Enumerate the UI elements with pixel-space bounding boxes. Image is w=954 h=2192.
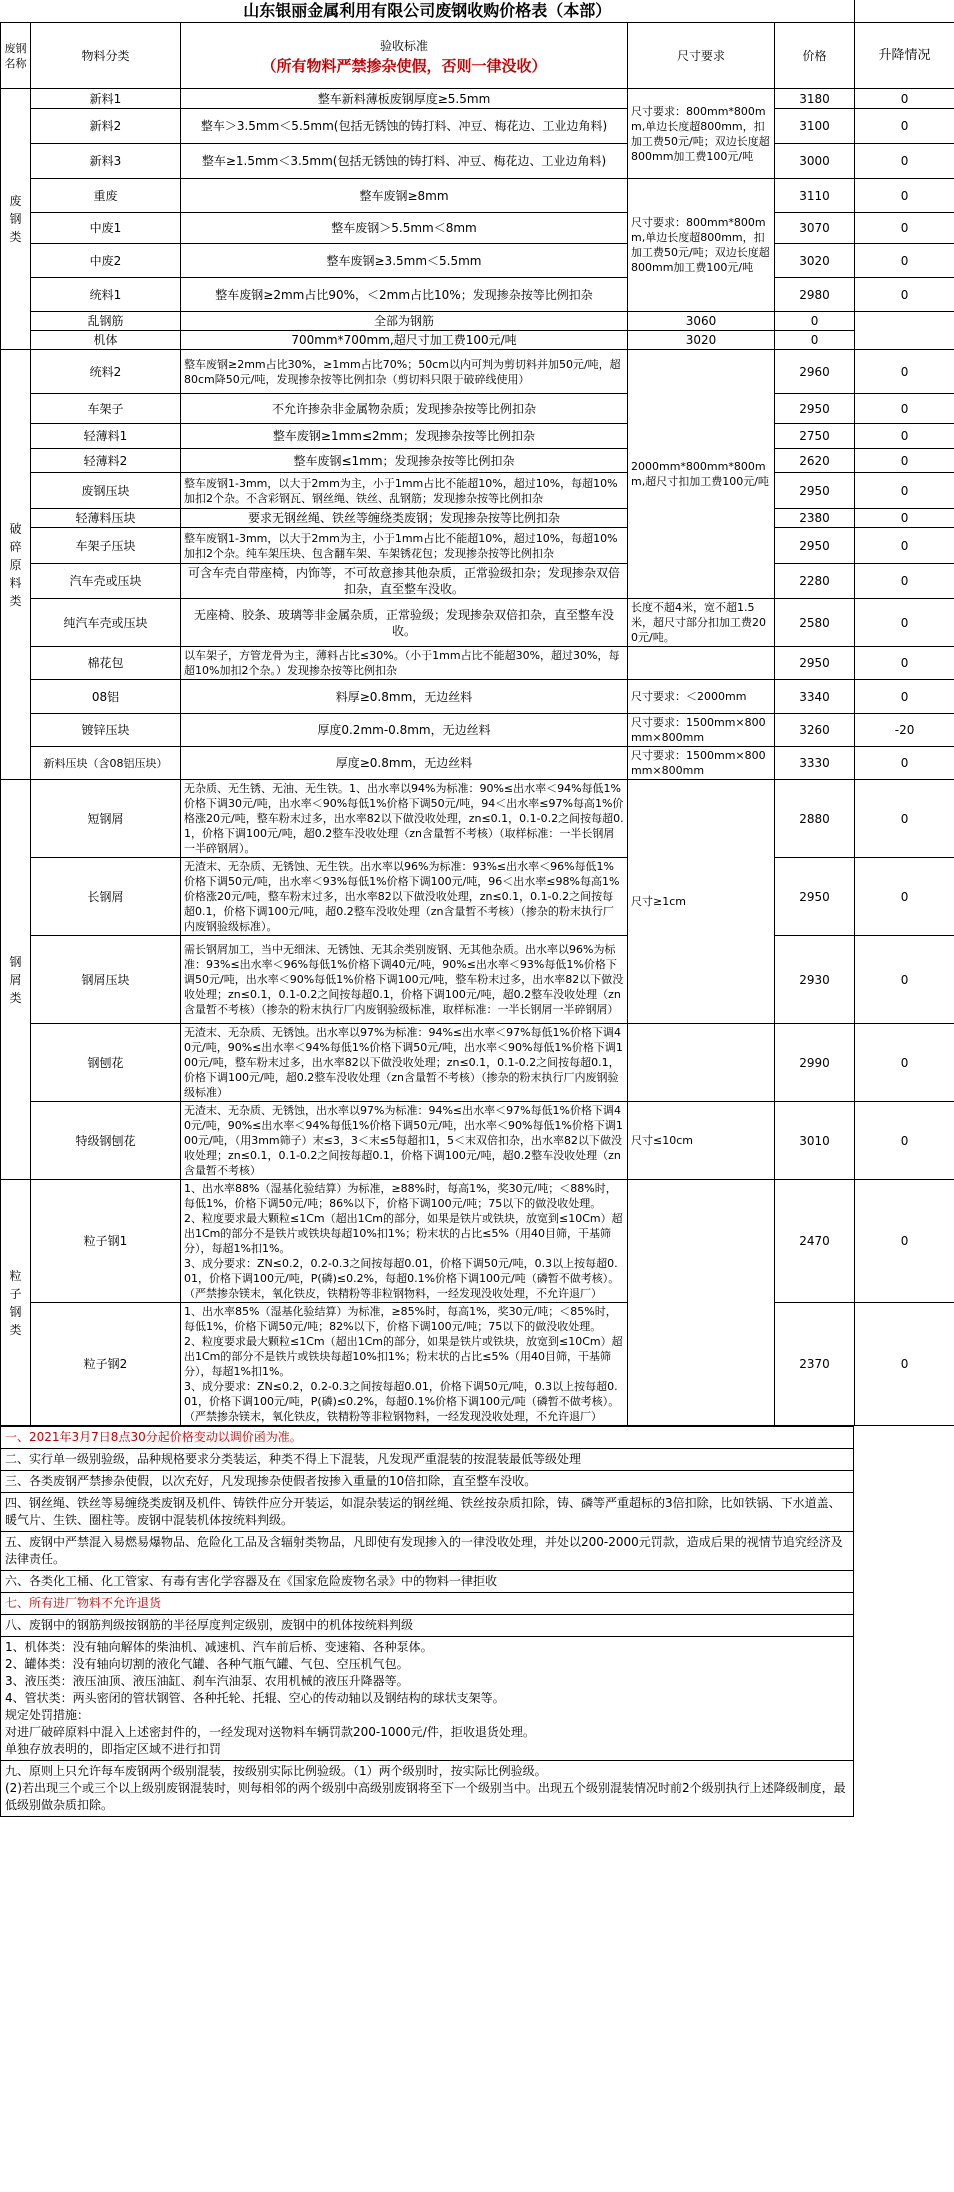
standard-cell: 整车废钢≥8mm (181, 179, 628, 213)
item-name: 纯汽车壳或压块 (31, 599, 181, 647)
price-cell: 3110 (775, 179, 855, 213)
standard-cell: 无渣末、无杂质、无锈蚀、无生铁。出水率以96%为标准：93%≤出水率＜96%每低1%价格下调50元/吨，出水率＜93%每低1%价格下调100元/吨，96＜出水率≤98%每高1%价格涨20元/吨，整车粉末过多，出水率82以下做没收处理，zn≤0.1，0.1-0.2之间按每超0.1，价格下调100元/吨，超0.2整车没收处理（zn含量暂不考核）（掺杂的粉末执行厂内废钢验级标准）。 (181, 858, 628, 936)
standard-cell: 厚度≥0.8mm，无边丝料 (181, 747, 628, 780)
table-row (1, 1303, 954, 1426)
item-name: 新料3 (31, 144, 181, 179)
standard-cell: 厚度0.2mm-0.8mm，无边丝料 (181, 714, 628, 747)
price-cell: 2380 (775, 509, 855, 528)
note-item: 八、废钢中的钢筋判级按钢筋的半径厚度判定级别，废钢中的机体按统料判级 (0, 1614, 854, 1636)
table-row (1, 473, 954, 509)
change-cell: 0 (855, 244, 954, 278)
price-cell: 3070 (775, 213, 855, 244)
standard-cell: 整车废钢＞5.5mm＜8mm (181, 213, 628, 244)
price-cell: 2880 (775, 780, 855, 858)
change-cell: 0 (855, 1303, 954, 1426)
item-name: 废钢压块 (31, 473, 181, 509)
change-cell: 0 (855, 89, 954, 109)
price-cell: 3010 (775, 1102, 855, 1180)
item-name: 车架子压块 (31, 528, 181, 564)
change-cell: 0 (855, 680, 954, 714)
change-cell: 0 (855, 1102, 954, 1180)
standard-cell: 全部为钢筋 (181, 312, 628, 331)
standard-cell: 需长钢屑加工，当中无细沫、无锈蚀、无其余类别废钢、无其他杂质。出水率以96%为标准：93%≤出水率＜96%每低1%价格下调40元/吨，90%≤出水率＜93%每低1%价格下调50元/吨，出水率＜90%每低1%价格下调100元/吨，整车粉末过多，出水率82以下做没收处理；zn≤0.1，0.1-0.2之间按每超0.1，价格下调100元/吨，超0.2整车没收处理（zn含量暂不考核）（掺杂的粉末执行厂内废钢验级标准，取样标准：一半长钢屑一半碎钢屑） (181, 936, 628, 1024)
price-cell: 2950 (775, 473, 855, 509)
header-change: 升降情况 (855, 23, 954, 89)
item-name: 粒子钢2 (31, 1303, 181, 1426)
change-cell: 0 (855, 109, 954, 144)
standard-cell: 不允许掺杂非金属物杂质；发现掺杂按等比例扣杂 (181, 394, 628, 424)
change-cell: 0 (855, 1180, 954, 1303)
note-item: 三、各类废钢严禁掺杂使假，以次充好，凡发现掺杂使假者按掺入重量的10倍扣除，直至整车没收。 (0, 1470, 854, 1492)
note-item: 一、2021年3月7日8点30分起价格变动以调价函为准。 (0, 1426, 854, 1448)
table-row (1, 509, 954, 528)
category-cell: 粒子钢类 (1, 1180, 31, 1426)
standard-cell: 整车废钢≥3.5mm＜5.5mm (181, 244, 628, 278)
price-cell: 2470 (775, 1180, 855, 1303)
item-name: 机体 (31, 331, 181, 350)
table-row (1, 244, 954, 278)
standard-cell: 无座椅、胶条、玻璃等非金属杂质，正常验级；发现掺杂双倍扣杂，直至整车没收。 (181, 599, 628, 647)
size-cell: 尺寸≤10cm (628, 1102, 775, 1180)
category-cell: 破碎原料类 (1, 350, 31, 780)
standard-cell: 整车废钢1-3mm，以大于2mm为主，小于1mm占比不能超10%，超过10%，每超10%加扣2个杂。不含彩钢瓦、钢丝绳、铁丝、乱钢筋；发现掺杂按等比例扣杂 (181, 473, 628, 509)
header-category: 废钢名称 (1, 23, 31, 89)
price-cell: 2950 (775, 858, 855, 936)
change-cell: 0 (855, 179, 954, 213)
table-row (1, 331, 954, 350)
standard-cell: 1、出水率85%（湿基化验结算）为标准，≥85%时，每高1%，奖30元/吨；＜85%时，每低1%，价格下调50元/吨；82%以下，价格下调100元/吨；75以下的做没收处理。 2、粒度要求最大颗粒≤1Cm（超出1Cm的部分，如果是铁片或铁块，放宽到≤10Cm）超出1Cm的部分不是铁片或铁块每超10%扣1%；粉末状的占比≤5%（用40目筛，干基筛分），每超1%扣1%。 3、成分要求：ZN≤0.2，0.2-0.3之间按每超0.01，价格下调50元/吨，0.3以上按每超0.01，价格下调100元/吨，P(磷)≤0.2%，每超0.1%价格下调100元/吨（磷暂不做考核）。（严禁掺杂镁末，氧化铁皮，铁精粉等非粒钢物料，一经发现没收处理，不允许退厂） (181, 1303, 628, 1426)
change-cell: -20 (855, 714, 954, 747)
table-row (1, 528, 954, 564)
header-item: 物料分类 (31, 23, 181, 89)
price-cell: 3330 (775, 747, 855, 780)
table-row (1, 109, 954, 144)
size-cell (628, 1024, 775, 1102)
standard-cell: 1、出水率88%（湿基化验结算）为标准，≥88%时，每高1%，奖30元/吨；＜88%时，每低1%，价格下调50元/吨；86%以下，价格下调100元/吨；75以下的做没收处理。 2、粒度要求最大颗粒≤1Cm（超出1Cm的部分，如果是铁片或铁块，放宽到≤10Cm）超出1Cm的部分不是铁片或铁块每超10%扣1%；粉末状的占比≤5%（用40目筛，干基筛分），每超1%扣1%。 3、成分要求：ZN≤0.2，0.2-0.3之间按每超0.01，价格下调50元/吨，0.3以上按每超0.01，价格下调100元/吨，P(磷)≤0.2%，每超0.1%价格下调100元/吨（磷暂不做考核）。（严禁掺杂镁末，氧化铁皮，铁精粉等非粒钢物料，一经发现没收处理，不允许退厂） (181, 1180, 628, 1303)
notes-section (0, 1426, 854, 1817)
standard-cell: 以车架子，方管龙骨为主，薄料占比≤30%。（小于1mm占比不能超30%，超过30%，每超10%加扣2个杂。）发现掺杂按等比例扣杂 (181, 647, 628, 680)
header-size: 尺寸要求 (628, 23, 775, 89)
note-item: 1、机体类：没有轴向解体的柴油机、减速机、汽车前后桥、变速箱、各种泵体。 2、罐体类：没有轴向切割的液化气罐、各种气瓶气罐、气包、空压机气包。 3、液压类：液压油顶、液压油缸、刹车汽油泵、农用机械的液压升降器等。 4、管状类：两头密闭的管状钢管、各种托轮、托辊、空心的传动轴以及钢结构的球状支架等。 规定处罚措施： 对进厂破碎原料中混入上述密封件的，一经发现对送物料车辆罚款200-1000元/件，拒收退货处理。 单独存放表明的，即指定区域不进行扣罚 (0, 1636, 854, 1760)
category-cell: 废钢类 (1, 89, 31, 350)
change-cell: 0 (855, 747, 954, 780)
table-row (1, 747, 954, 780)
item-name: 重废 (31, 179, 181, 213)
table-row (1, 213, 954, 244)
price-cell: 2980 (775, 278, 855, 312)
note-item: 四、钢丝绳、铁丝等易缠绕类废钢及机件、铸铁件应分开装运，如混杂装运的钢丝绳、铁丝按杂质扣除，铸、磷等严重超标的3倍扣除，比如铁锅、下水道盖、暖气片、生铁、圈柱等。废钢中混装机体按统料判级。 (0, 1492, 854, 1531)
size-cell (628, 647, 775, 680)
price-cell: 2750 (775, 424, 855, 449)
size-cell: 尺寸要求：1500mm×800mm×800mm (628, 714, 775, 747)
item-name: 特级钢刨花 (31, 1102, 181, 1180)
standard-warning: （所有物料严禁掺杂使假，否则一律没收） (261, 56, 547, 75)
price-cell: 3260 (775, 714, 855, 747)
item-name: 汽车壳或压块 (31, 564, 181, 599)
item-name: 轻薄料2 (31, 449, 181, 473)
standard-cell: 无渣末、无杂质、无锈蚀，出水率以97%为标准：94%≤出水率＜97%每低1%价格下调40元/吨，90%≤出水率＜94%每低1%价格下调50元/吨，出水率＜90%每低1%价格下调100元/吨，（用3mm筛子）末≤3，3＜末≤5每超扣1，5＜末双倍扣杂，出水率82以下做没收处理；zn≤0.1，0.1-0.2之间按每超0.1，价格下调100元/吨，超0.2整车没收处理（zn含量暂不考核） (181, 1102, 628, 1180)
table-row (1, 780, 954, 858)
table-row (1, 936, 954, 1024)
note-item: 六、各类化工桶、化工管家、有毒有害化学容器及在《国家危险废物名录》中的物料一律拒收 (0, 1570, 854, 1592)
header-standard: 验收标准 （所有物料严禁掺杂使假，否则一律没收） (181, 23, 628, 89)
price-cell: 2960 (775, 350, 855, 394)
item-name: 新料2 (31, 109, 181, 144)
change-cell: 0 (855, 449, 954, 473)
item-name: 统料2 (31, 350, 181, 394)
item-name: 轻薄料压块 (31, 509, 181, 528)
standard-cell: 可含车壳自带座椅，内饰等，不可故意掺其他杂质，正常验级扣杂；发现掺杂双倍扣杂，直至整车没收。 (181, 564, 628, 599)
price-cell: 3000 (775, 144, 855, 179)
change-cell: 0 (855, 394, 954, 424)
size-cell: 尺寸要求：800mm*800mm,单边长度超800mm，扣加工费50元/吨；双边长度超800mm加工费100元/吨 (628, 89, 775, 179)
item-name: 08铝 (31, 680, 181, 714)
table-row (1, 424, 954, 449)
standard-cell: 整车新料薄板废钢厚度≥5.5mm (181, 89, 628, 109)
table-row (1, 278, 954, 312)
item-name: 短钢屑 (31, 780, 181, 858)
size-cell: 尺寸≥1cm (628, 780, 775, 1024)
item-name: 钢屑压块 (31, 936, 181, 1024)
change-cell: 0 (855, 647, 954, 680)
change-cell: 0 (855, 780, 954, 858)
table-row (1, 350, 954, 394)
change-cell: 0 (855, 424, 954, 449)
table-row (1, 647, 954, 680)
standard-cell: 料厚≥0.8mm，无边丝料 (181, 680, 628, 714)
standard-cell: 整车废钢≤1mm；发现掺杂按等比例扣杂 (181, 449, 628, 473)
price-cell: 2280 (775, 564, 855, 599)
change-cell: 0 (855, 213, 954, 244)
change-cell: 0 (775, 312, 855, 331)
table-row (1, 89, 954, 109)
table-row (1, 599, 954, 647)
price-cell: 3340 (775, 680, 855, 714)
standard-cell: 要求无钢丝绳、铁丝等缠绕类废钢；发现掺杂按等比例扣杂 (181, 509, 628, 528)
table-row (1, 1180, 954, 1303)
standard-cell: 无杂质、无生锈、无油、无生铁。1、出水率以94%为标准：90%≤出水率＜94%每低1%价格下调30元/吨，出水率＜90%每低1%价格下调50元/吨，94＜出水率≤97%每高1%价格涨20元/吨，整车粉末过多，出水率82以下做没收处理，zn≤0.1，0.1-0.2之间按每超0.1，价格下调100元/吨，超0.2整车没收处理（zn含量暂不考核）（取样标准：一半长钢屑一半碎钢屑）。 (181, 780, 628, 858)
item-name: 粒子钢1 (31, 1180, 181, 1303)
item-name: 长钢屑 (31, 858, 181, 936)
size-cell: 2000mm*800mm*800mm,超尺寸扣加工费100元/吨 (628, 350, 775, 599)
item-name: 棉花包 (31, 647, 181, 680)
note-item: 九、原则上只允许每车废钢两个级别混装，按级别实际比例验级。（1）两个级别时，按实际比例验级。 (2)若出现三个或三个以上级别废钢混装时，则每相邻的两个级别中高级别废钢将至下一个级别当中。出现五个级别混装情况时前2个级别执行上述降级制度，最低级别做杂质扣除。 (0, 1760, 854, 1816)
price-cell: 2950 (775, 394, 855, 424)
price-cell: 3020 (775, 244, 855, 278)
item-name: 统料1 (31, 278, 181, 312)
change-cell: 0 (855, 858, 954, 936)
change-cell: 0 (855, 564, 954, 599)
size-cell: 尺寸要求：＜2000mm (628, 680, 775, 714)
page-title: 山东银丽金属利用有限公司废钢收购价格表（本部） (1, 0, 855, 23)
change-cell: 0 (775, 331, 855, 350)
size-cell: 尺寸要求：800mm*800mm,单边长度超800mm，扣加工费50元/吨；双边长度超800mm加工费100元/吨 (628, 179, 775, 312)
table-row (1, 680, 954, 714)
item-name: 新料1 (31, 89, 181, 109)
table-row (1, 394, 954, 424)
price-cell: 2370 (775, 1303, 855, 1426)
price-cell: 2990 (775, 1024, 855, 1102)
table-row (1, 564, 954, 599)
price-cell: 2580 (775, 599, 855, 647)
size-cell: 尺寸要求：1500mm×800mm×800mm (628, 747, 775, 780)
change-cell: 0 (855, 599, 954, 647)
standard-cell: 整车＞3.5mm＜5.5mm(包括无锈蚀的铸打料、冲豆、梅花边、工业边角料) (181, 109, 628, 144)
price-cell: 3060 (628, 312, 775, 331)
item-name: 中废1 (31, 213, 181, 244)
price-cell: 3180 (775, 89, 855, 109)
item-name: 新料压块（含08铝压块） (31, 747, 181, 780)
item-name: 中废2 (31, 244, 181, 278)
table-row (1, 1102, 954, 1180)
item-name: 钢刨花 (31, 1024, 181, 1102)
price-cell: 2620 (775, 449, 855, 473)
price-cell: 2930 (775, 936, 855, 1024)
note-item: 二、实行单一级别验级，品种规格要求分类装运，种类不得上下混装，凡发现严重混装的按混装最低等级处理 (0, 1448, 854, 1470)
table-row (1, 1024, 954, 1102)
change-cell: 0 (855, 528, 954, 564)
standard-cell: 整车废钢≥2mm占比90%，＜2mm占比10%；发现掺杂按等比例扣杂 (181, 278, 628, 312)
price-cell: 2950 (775, 647, 855, 680)
note-item: 五、废钢中严禁混入易燃易爆物品、危险化工品及含辐射类物品，凡即使有发现掺入的一律没收处理，并处以200-2000元罚款，造成后果的视情节追究经济及法律责任。 (0, 1531, 854, 1570)
standard-cell: 无渣末、无杂质、无锈蚀。出水率以97%为标准：94%≤出水率＜97%每低1%价格下调40元/吨，90%≤出水率＜94%每低1%价格下调50元/吨，出水率＜90%每低1%价格下调100元/吨，整车粉末过多，出水率82以下做没收处理；zn≤0.1，0.1-0.2之间按每超0.1，价格下调100元/吨，超0.2整车没收处理（zn含量暂不考核）（掺杂的粉末执行厂内废钢验级标准） (181, 1024, 628, 1102)
table-row (1, 312, 954, 331)
standard-cell: 700mm*700mm,超尺寸加工费100元/吨 (181, 331, 628, 350)
item-name: 轻薄料1 (31, 424, 181, 449)
table-row (1, 714, 954, 747)
item-name: 乱钢筋 (31, 312, 181, 331)
table-row (1, 449, 954, 473)
table-header (1, 23, 954, 89)
change-cell: 0 (855, 509, 954, 528)
price-cell: 3100 (775, 109, 855, 144)
standard-cell: 整车≥1.5mm＜3.5mm(包括无锈蚀的铸打料、冲豆、梅花边、工业边角料) (181, 144, 628, 179)
table-row (1, 144, 954, 179)
change-cell: 0 (855, 936, 954, 1024)
change-cell: 0 (855, 278, 954, 312)
category-cell: 钢屑类 (1, 780, 31, 1180)
table-row (1, 179, 954, 213)
standard-cell: 整车废钢≥1mm≤2mm；发现掺杂按等比例扣杂 (181, 424, 628, 449)
change-cell: 0 (855, 350, 954, 394)
price-cell: 2950 (775, 528, 855, 564)
standard-cell: 整车废钢1-3mm，以大于2mm为主，小于1mm占比不能超10%，超过10%，每超10%加扣2个杂。纯车架压块、包含翻车架、车架锈花包；发现掺杂按等比例扣杂 (181, 528, 628, 564)
change-cell: 0 (855, 144, 954, 179)
change-cell: 0 (855, 1024, 954, 1102)
header-price: 价格 (775, 23, 855, 89)
size-cell: 长度不超4米，宽不超1.5米，超尺寸部分扣加工费200元/吨。 (628, 599, 775, 647)
size-cell (628, 1180, 775, 1426)
item-name: 镀锌压块 (31, 714, 181, 747)
item-name: 车架子 (31, 394, 181, 424)
note-item: 七、所有进厂物料不允许退货 (0, 1592, 854, 1614)
table-row (1, 858, 954, 936)
price-cell: 3020 (628, 331, 775, 350)
standard-cell: 整车废钢≥2mm占比30%，≥1mm占比70%；50cm以内可判为剪切料并加50元/吨，超80cm降50元/吨，发现掺杂按等比例扣杂（剪切料只限于破碎线使用） (181, 350, 628, 394)
change-cell: 0 (855, 473, 954, 509)
